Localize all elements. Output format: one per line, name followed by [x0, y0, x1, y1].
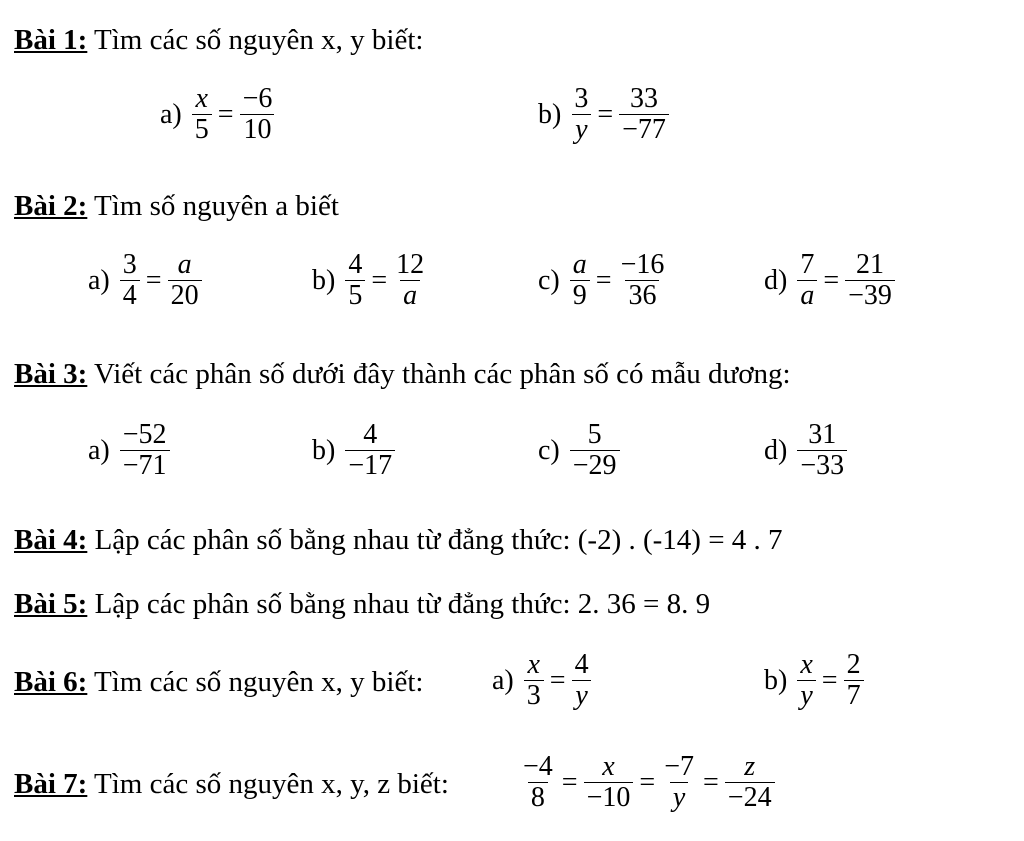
- numerator: 2: [846, 649, 861, 680]
- numerator: z: [744, 751, 756, 782]
- equals-sign: =: [561, 766, 578, 798]
- numerator: 5: [587, 419, 602, 450]
- numerator: −52: [122, 419, 167, 450]
- equals-sign: =: [595, 264, 612, 296]
- equals-sign: =: [702, 766, 719, 798]
- denominator: −33: [797, 450, 847, 481]
- fraction: [570, 250, 590, 311]
- numerator: x: [602, 751, 615, 782]
- denominator: y: [670, 782, 688, 813]
- equals-sign: =: [597, 98, 614, 130]
- fraction: [393, 250, 427, 311]
- fraction: [120, 250, 140, 311]
- denominator: y: [572, 114, 590, 145]
- denominator: −24: [725, 782, 775, 813]
- equals-sign: =: [821, 664, 838, 696]
- fraction: [240, 84, 276, 145]
- problem-2-item-a: [88, 250, 202, 311]
- fraction: [571, 84, 591, 145]
- denominator: 3: [524, 680, 544, 711]
- problem-1-item-b: [538, 84, 669, 145]
- denominator: y: [572, 680, 590, 711]
- denominator: y: [797, 680, 815, 711]
- problem-1-text: Tìm các số nguyên x, y biết:: [87, 24, 424, 56]
- numerator: 4: [348, 249, 363, 280]
- fraction: [797, 250, 817, 311]
- denominator: −77: [619, 114, 669, 145]
- denominator: 9: [570, 280, 590, 311]
- problem-6-title: Bài 6:: [14, 666, 88, 698]
- equals-sign: =: [549, 664, 566, 696]
- problem-2-title: Bài 2:: [14, 190, 88, 222]
- problem-5-title: Bài 5:: [14, 588, 88, 620]
- denominator: 36: [625, 280, 659, 311]
- problem-3-item-c: [538, 420, 620, 481]
- numerator: 3: [574, 83, 589, 114]
- item-label: d): [764, 434, 788, 466]
- problem-3-heading: [14, 356, 791, 392]
- denominator: −17: [345, 450, 395, 481]
- fraction: [520, 752, 556, 813]
- fraction: [797, 650, 815, 711]
- fraction: [844, 650, 864, 711]
- item-label: b): [312, 434, 336, 466]
- numerator: a: [177, 249, 192, 280]
- fraction: [345, 250, 365, 311]
- problem-3-item-a: [88, 420, 170, 481]
- fraction: [797, 420, 847, 481]
- problem-4-text: Lập các phân số bằng nhau từ đẳng thức: (-2) . (-14) = 4 . 7: [87, 524, 783, 556]
- denominator: 5: [192, 114, 212, 145]
- item-label: a): [492, 664, 514, 696]
- denominator: −10: [584, 782, 634, 813]
- denominator: 10: [240, 114, 274, 145]
- denominator: −71: [120, 450, 170, 481]
- denominator: a: [400, 280, 420, 311]
- problem-7-equation: [520, 752, 775, 813]
- fraction: [618, 250, 668, 311]
- numerator: 4: [363, 419, 378, 450]
- item-label: a): [160, 98, 182, 130]
- numerator: −7: [664, 751, 694, 782]
- problem-4-title: Bài 4:: [14, 524, 88, 556]
- problem-6-text: Tìm các số nguyên x, y biết:: [87, 666, 424, 698]
- fraction: [192, 84, 212, 145]
- denominator: −39: [845, 280, 895, 311]
- item-label: c): [538, 264, 560, 296]
- numerator: x: [527, 649, 540, 680]
- numerator: 3: [122, 249, 137, 280]
- numerator: 4: [574, 649, 589, 680]
- problem-6-heading: [14, 664, 423, 700]
- item-label: b): [764, 664, 788, 696]
- item-label: b): [312, 264, 336, 296]
- numerator: −16: [620, 249, 665, 280]
- problem-2-item-d: [764, 250, 895, 311]
- numerator: −4: [523, 751, 553, 782]
- fraction: [168, 250, 202, 311]
- denominator: 4: [120, 280, 140, 311]
- item-label: c): [538, 434, 560, 466]
- numerator: −6: [242, 83, 273, 114]
- problem-7-text: Tìm các số nguyên x, y, z biết:: [87, 768, 449, 800]
- equals-sign: =: [823, 264, 840, 296]
- fraction: [572, 650, 592, 711]
- problem-7-title: Bài 7:: [14, 768, 88, 800]
- numerator: 7: [800, 249, 815, 280]
- fraction: [619, 84, 669, 145]
- item-label: b): [538, 98, 562, 130]
- numerator: 33: [630, 83, 659, 114]
- problem-1-title: Bài 1:: [14, 24, 88, 56]
- problem-5-text: Lập các phân số bằng nhau từ đẳng thức: 2. 36 = 8. 9: [87, 588, 711, 620]
- problem-1-heading: [14, 22, 423, 58]
- problem-3-title: Bài 3:: [14, 358, 88, 390]
- fraction: [345, 420, 395, 481]
- problem-4-heading: [14, 522, 783, 558]
- equals-sign: =: [145, 264, 162, 296]
- fraction: [570, 420, 620, 481]
- problem-6-item-b: [764, 650, 864, 711]
- denominator: 7: [844, 680, 864, 711]
- item-label: a): [88, 434, 110, 466]
- problem-2-item-b: [312, 250, 427, 311]
- problem-1-item-a: [160, 84, 275, 145]
- problem-2-text: Tìm số nguyên a biết: [87, 190, 339, 222]
- problem-3-item-d: [764, 420, 847, 481]
- equals-sign: =: [371, 264, 388, 296]
- denominator: 8: [528, 782, 548, 813]
- equals-sign: =: [639, 766, 656, 798]
- problem-3-text: Viết các phân số dưới đây thành các phân số có mẫu dương:: [87, 358, 791, 390]
- fraction: [524, 650, 544, 711]
- item-label: a): [88, 264, 110, 296]
- fraction: [120, 420, 170, 481]
- denominator: 20: [168, 280, 202, 311]
- numerator: x: [195, 83, 208, 114]
- problem-3-item-b: [312, 420, 395, 481]
- fraction: [845, 250, 895, 311]
- denominator: −29: [570, 450, 620, 481]
- numerator: 21: [856, 249, 885, 280]
- problem-5-heading: [14, 586, 710, 622]
- denominator: a: [797, 280, 817, 311]
- numerator: x: [800, 649, 813, 680]
- problem-6-item-a: [492, 650, 592, 711]
- fraction: [661, 752, 697, 813]
- item-label: d): [764, 264, 788, 296]
- numerator: 12: [396, 249, 425, 280]
- problem-2-heading: [14, 188, 339, 224]
- fraction: [584, 752, 634, 813]
- numerator: 31: [808, 419, 837, 450]
- fraction: [725, 752, 775, 813]
- equals-sign: =: [217, 98, 234, 130]
- denominator: 5: [345, 280, 365, 311]
- problem-7-heading: [14, 766, 449, 802]
- numerator: a: [572, 249, 587, 280]
- problem-2-item-c: [538, 250, 667, 311]
